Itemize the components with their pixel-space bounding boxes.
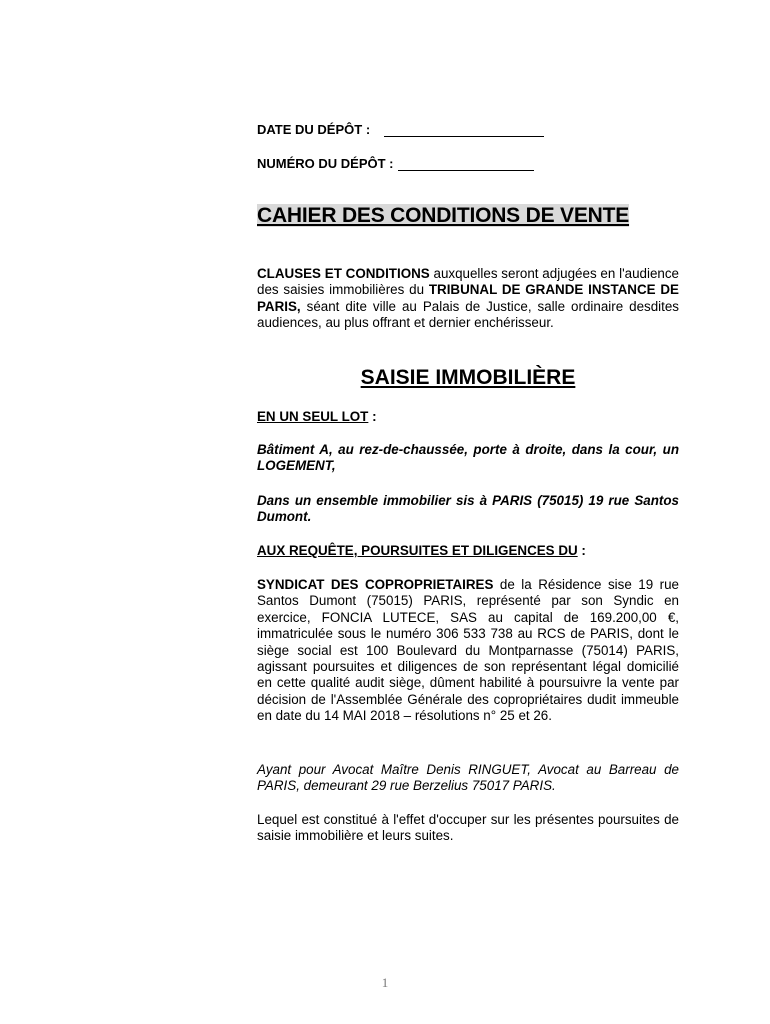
constitue-paragraph: Lequel est constitué à l'effet d'occuper sur les présentes poursuites de saisie immobilière et leurs suites.	[257, 812, 679, 844]
section-title: SAISIE IMMOBILIÈRE	[360, 366, 576, 389]
syndicat-text: de la Résidence sise 19 rue Santos Dumont (75015) PARIS, représenté par son Syndic en exercice, FONCIA LUTECE, SAS au capital de 169.200,00 €, immatriculée sous le numéro 306 533 738 au RCS de PARIS, dont le siège social est 100 Boulevard du Montparnasse (75014) PARIS, agissant poursuites et diligences de son représentant légal domicilié en cette qualité audit siège, dûment habilité à poursuivre la vente par décision de l'Assemblée Générale des copropriétaires dudit immeuble en date du 14 MAI 2018 – résolutions n° 25 et 26.	[257, 577, 679, 724]
page-number: 1	[381, 975, 389, 990]
clauses-text1: auxquelles seront adjugées en l'audience des saisies immobilières du	[257, 266, 679, 298]
requete-suffix: :	[577, 543, 586, 558]
lot-heading	[257, 409, 679, 425]
date-depot-label: DATE DU DÉPÔT :	[257, 122, 371, 137]
numero-depot-blank	[398, 158, 534, 171]
requete-label: AUX REQUÊTE, POURSUITES ET DILIGENCES DU	[257, 543, 578, 558]
document-title	[257, 204, 679, 228]
document-title-text: CAHIER DES CONDITIONS DE VENTE	[257, 204, 630, 227]
clauses-lead: CLAUSES ET CONDITIONS	[257, 266, 430, 281]
avocat-paragraph: Ayant pour Avocat Maître Denis RINGUET, Avocat au Barreau de PARIS, demeurant 29 rue Berzelius 75017 PARIS.	[257, 762, 679, 794]
lot-suffix: :	[368, 409, 377, 424]
lot-label: EN UN SEUL LOT	[257, 409, 369, 424]
clauses-text2: séant dite ville au Palais de Justice, salle ordinaire desdites audiences, au plus offrant et dernier enchérisseur.	[257, 298, 679, 331]
lot-location: Dans un ensemble immobilier sis à PARIS (75015) 19 rue Santos Dumont.	[257, 493, 679, 525]
date-depot-blank	[384, 124, 544, 137]
requete-heading	[257, 543, 679, 559]
clauses-tribunal: TRIBUNAL DE GRANDE INSTANCE DE PARIS,	[257, 282, 679, 314]
syndicat-lead: SYNDICAT DES COPROPRIETAIRES	[257, 577, 494, 592]
date-depot-field	[257, 122, 679, 137]
numero-depot-field	[257, 156, 679, 171]
lot-description: Bâtiment A, au rez-de-chaussée, porte à droite, dans la cour, un LOGEMENT,	[257, 442, 679, 474]
syndicat-paragraph	[257, 577, 679, 725]
numero-depot-label: NUMÉRO DU DÉPÔT :	[257, 156, 394, 171]
clauses-paragraph	[257, 266, 679, 332]
